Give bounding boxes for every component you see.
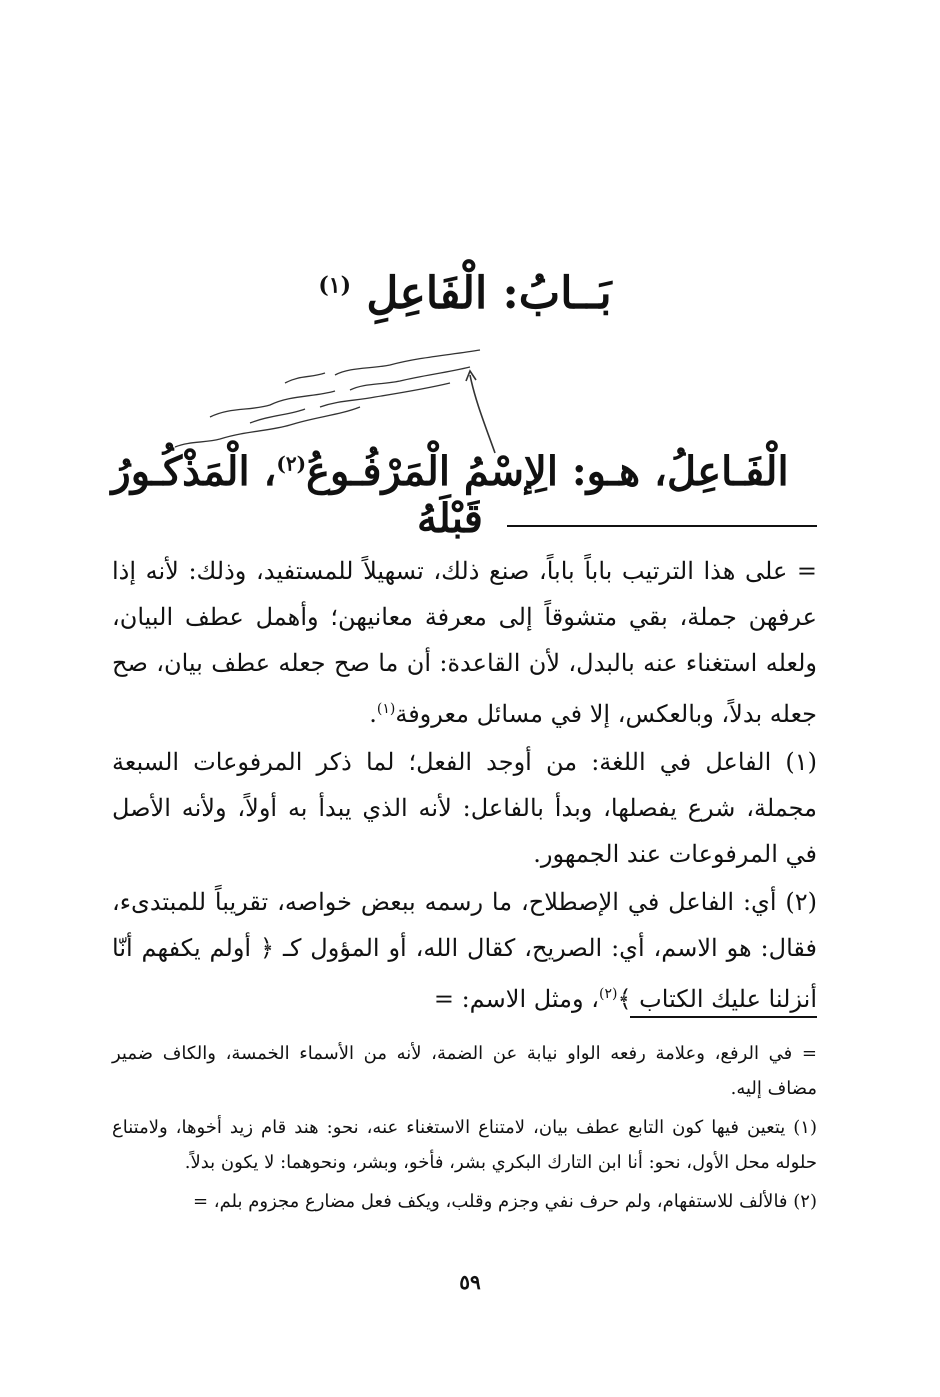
- chapter-footnote-ref: (١): [318, 272, 352, 299]
- footnote-2: (٢) فالألف للاستفهام، ولم حرف نفي وجزم وقلب، ويكف فعل مضارع مجزوم بلم، =: [192, 1191, 817, 1212]
- commentary-continuation: [112, 548, 817, 737]
- matn-part1: الْفَـاعِلُ، هـو: الِإسْمُ الْمَرْفُـوعُ: [306, 448, 789, 495]
- matn-footnote-ref: (٢): [276, 451, 307, 476]
- matn-separator: [507, 525, 817, 527]
- matn-part2: ، الْمَذْكُـورُ قَبْلَهُ: [111, 448, 483, 542]
- commentary-continuation-ref: (١): [376, 701, 396, 717]
- commentary-note-2-text-a: (٢) أي: الفاعل في الإصطلاح، ما رسمه ببعض خواصه، تقريباً للمبتدىء، فقال: هو الاسم، أي: الصريح، كقال الله، أو المؤول كـ ﴿ أولم يكفهم أنّا أنزلنا عليك الكتاب ﴾: [112, 888, 817, 1013]
- page-number: ٥٩: [459, 1270, 481, 1294]
- commentary-continuation-text: = على هذا الترتيب باباً باباً، صنع ذلك، تسهيلاً للمستفيد، وذلك: لأنه إذا عرفهن جملة، بقي متشوقاً إلى معرفة معانيهن؛ وأهمل عطف البيان، ولعله استغناء عنه بالبدل، لأن القاعدة: أن ما صح جعله عطف بيان، صح جعله بدلاً، وبالعكس، إلا في مسائل معروفة: [112, 557, 817, 728]
- commentary-note-2-text-b: ، ومثل الاسم: =: [433, 985, 599, 1013]
- chapter-title-text: بَــابُ: الْفَاعِلِ: [366, 268, 612, 319]
- footnote-1: (١) يتعين فيها كون التابع عطف بيان، لامتناع الاستغناء عنه، نحو: هند قام زيد أخوها، ولامتناع حلوله محل الأول، نحو: أنا ابن التارك البكري بشر، فأخو، وبشر، ونحوهما: لا يكون بدلاً.: [112, 1117, 817, 1173]
- commentary-note-2-ref: (٢): [599, 986, 618, 1002]
- commentary-continuation-end: .: [369, 700, 377, 728]
- commentary-note-2: [112, 879, 817, 1022]
- footnote-separator: [630, 1016, 817, 1018]
- footnote-continuation: = في الرفع، وعلامة رفعه الواو نيابة عن الضمة، لأنه من الأسماء الخمسة، والكاف ضمير مضاف إليه.: [112, 1043, 817, 1099]
- handwriting-scribble-icon: [150, 345, 510, 455]
- footnotes-block: [112, 1036, 817, 1223]
- commentary-block: [112, 548, 817, 1024]
- commentary-note-1: (١) الفاعل في اللغة: من أوجد الفعل؛ لما ذكر المرفوعات السبعة مجملة، شرع يفصلها، وبدأ بالفاعل: لأنه الذي يبدأ به أولاً، ولأنه الأصل في المرفوعات عند الجمهور.: [112, 748, 817, 868]
- handwritten-marginal-note: [150, 345, 510, 455]
- chapter-title: [300, 268, 630, 319]
- main-text-line: [110, 448, 790, 542]
